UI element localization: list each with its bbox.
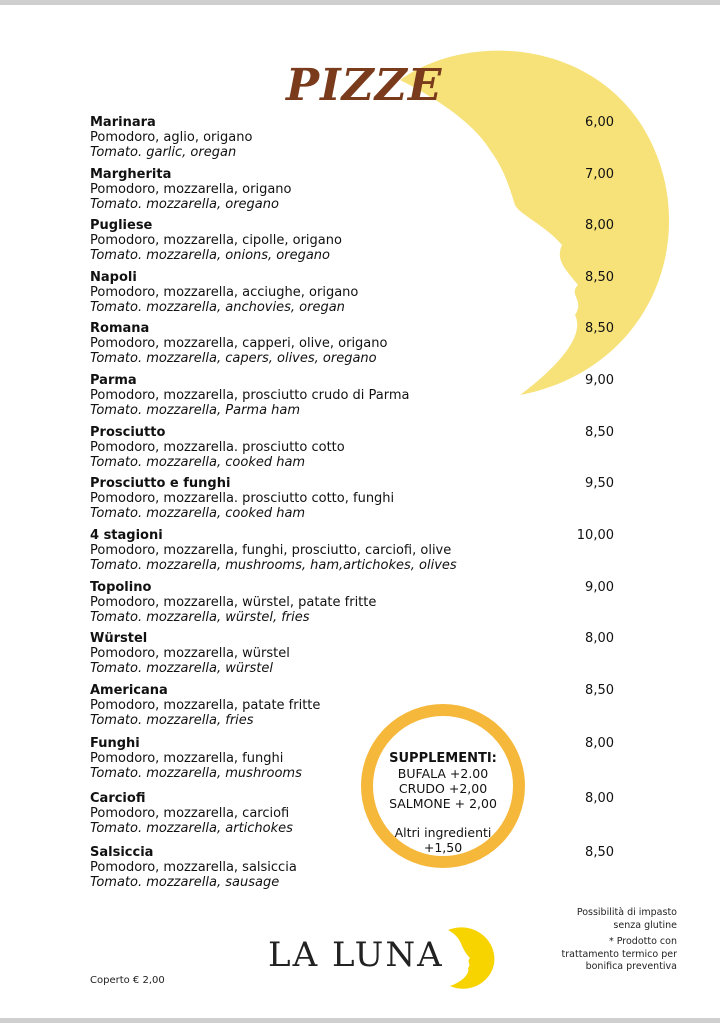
menu-item-price: 8,50 <box>585 321 614 336</box>
menu-item-price: 8,50 <box>585 683 614 698</box>
menu-item <box>90 425 614 470</box>
menu-item-price: 8,50 <box>585 270 614 285</box>
menu-item-price: 9,00 <box>585 373 614 388</box>
menu-item <box>90 736 614 781</box>
menu-item-ingredients-en: Tomato. garlic, oregan <box>90 145 237 160</box>
menu-item-ingredients-en: Tomato. mozzarella, Parma ham <box>90 403 301 418</box>
supplement-extra-price: +1,50 <box>423 840 463 855</box>
supplement-bufala: BUFALA +2.00 <box>397 766 489 781</box>
menu-item-ingredients-it: Pomodoro, mozzarella, funghi, prosciutto, carciofi, olive <box>90 543 452 558</box>
menu-item-price: 8,00 <box>585 631 614 646</box>
menu-item-name: Prosciutto <box>90 425 166 440</box>
menu-item-ingredients-en: Tomato. mozzarella, würstel, fries <box>90 610 310 625</box>
menu-item-ingredients-it: Pomodoro, mozzarella, prosciutto crudo di Parma <box>90 388 410 403</box>
menu-item <box>90 321 614 366</box>
menu-item <box>90 167 614 212</box>
menu-item-name: Parma <box>90 373 137 388</box>
menu-item-name: Funghi <box>90 736 140 751</box>
menu-item-ingredients-en: Tomato. mozzarella, würstel <box>90 661 273 676</box>
menu-item-name: Marinara <box>90 115 156 130</box>
menu-item-name: Americana <box>90 683 168 698</box>
note-prodotto-3: bonifica preventiva <box>585 961 677 972</box>
menu-item <box>90 845 614 890</box>
supplementi-title: SUPPLEMENTI: <box>389 751 497 766</box>
menu-item-ingredients-en: Tomato. mozzarella, anchovies, oregan <box>90 300 345 315</box>
menu-item-ingredients-it: Pomodoro, mozzarella, salsiccia <box>90 860 297 875</box>
menu-item-name: Romana <box>90 321 150 336</box>
menu-item-ingredients-en: Tomato. mozzarella, oregano <box>90 197 279 212</box>
menu-item-price: 8,00 <box>585 791 614 806</box>
page-title: PIZZE <box>286 60 443 111</box>
menu-item-ingredients-en: Tomato. mozzarella, onions, oregano <box>90 248 331 263</box>
menu-item-ingredients-en: Tomato. mozzarella, cooked ham <box>90 455 306 470</box>
supplement-extra-label: Altri ingredienti <box>394 825 492 840</box>
menu-item-name: Margherita <box>90 167 172 182</box>
bottom-border <box>0 1018 720 1023</box>
menu-item-ingredients-it: Pomodoro, mozzarella. prosciutto cotto, funghi <box>90 491 395 506</box>
supplementi-badge <box>361 704 525 868</box>
menu-item-ingredients-en: Tomato. mozzarella, sausage <box>90 875 280 890</box>
menu-item-ingredients-en: Tomato. mozzarella, mushrooms <box>90 766 302 781</box>
note-glutine-1: Possibilità di impasto <box>576 907 677 918</box>
logo-moon-icon <box>428 922 498 992</box>
menu-item-name: Würstel <box>90 631 148 646</box>
menu-item-price: 7,00 <box>585 167 614 182</box>
coperto-note: Coperto € 2,00 <box>90 975 165 986</box>
menu-item-ingredients-it: Pomodoro, mozzarella, origano <box>90 182 292 197</box>
supplement-crudo: CRUDO +2,00 <box>398 781 488 796</box>
menu-item-price: 6,00 <box>585 115 614 130</box>
menu-item-name: Prosciutto e funghi <box>90 476 231 491</box>
menu-item-name: Topolino <box>90 580 152 595</box>
menu-item <box>90 528 614 573</box>
supplement-salmone: SALMONE + 2,00 <box>389 796 497 811</box>
note-prodotto-2: trattamento termico per <box>561 948 677 960</box>
menu-item <box>90 631 614 676</box>
menu-item-ingredients-it: Pomodoro, mozzarella. prosciutto cotto <box>90 440 345 455</box>
menu-item-name: Carciofi <box>90 791 146 806</box>
menu-item-ingredients-en: Tomato. mozzarella, fries <box>90 713 254 728</box>
menu-item <box>90 683 614 728</box>
menu-item-price: 8,00 <box>585 218 614 233</box>
notes-block <box>517 907 677 974</box>
menu-item-ingredients-en: Tomato. mozzarella, mushrooms, ham,artichokes, olives <box>90 558 457 573</box>
menu-item-price: 8,50 <box>585 425 614 440</box>
menu-item-ingredients-it: Pomodoro, aglio, origano <box>90 130 253 145</box>
menu-item <box>90 373 614 418</box>
menu-item-ingredients-en: Tomato. mozzarella, artichokes <box>90 821 293 836</box>
note-glutine-2: senza glutine <box>613 919 677 931</box>
menu-item <box>90 580 614 625</box>
menu-item-ingredients-it: Pomodoro, mozzarella, carciofi <box>90 806 290 821</box>
menu-item-price: 8,00 <box>585 736 614 751</box>
menu-item-price: 9,50 <box>585 476 614 491</box>
menu-item-ingredients-it: Pomodoro, mozzarella, acciughe, origano <box>90 285 359 300</box>
menu-item <box>90 218 614 263</box>
menu-item-name: Napoli <box>90 270 137 285</box>
menu-item-price: 9,00 <box>585 580 614 595</box>
la-luna-logo: LA LUNA <box>268 935 444 975</box>
menu-item-ingredients-it: Pomodoro, mozzarella, würstel, patate fritte <box>90 595 377 610</box>
menu-item-ingredients-en: Tomato. mozzarella, cooked ham <box>90 506 306 521</box>
menu-item-name: Pugliese <box>90 218 153 233</box>
menu-item <box>90 115 614 160</box>
menu-item <box>90 476 614 521</box>
note-prodotto-1: * Prodotto con <box>608 936 677 947</box>
menu-item-ingredients-it: Pomodoro, mozzarella, cipolle, origano <box>90 233 342 248</box>
menu-item <box>90 791 614 836</box>
menu-item-name: 4 stagioni <box>90 528 163 543</box>
menu-item-ingredients-it: Pomodoro, mozzarella, würstel <box>90 646 290 661</box>
menu-item-price: 10,00 <box>576 528 614 543</box>
menu-item-ingredients-it: Pomodoro, mozzarella, patate fritte <box>90 698 321 713</box>
menu-item-ingredients-it: Pomodoro, mozzarella, capperi, olive, origano <box>90 336 388 351</box>
menu-item-ingredients-en: Tomato. mozzarella, capers, olives, oregano <box>90 351 377 366</box>
menu-item-price: 8,50 <box>585 845 614 860</box>
menu-item <box>90 270 614 315</box>
menu-item-ingredients-it: Pomodoro, mozzarella, funghi <box>90 751 284 766</box>
menu-item-name: Salsiccia <box>90 845 154 860</box>
